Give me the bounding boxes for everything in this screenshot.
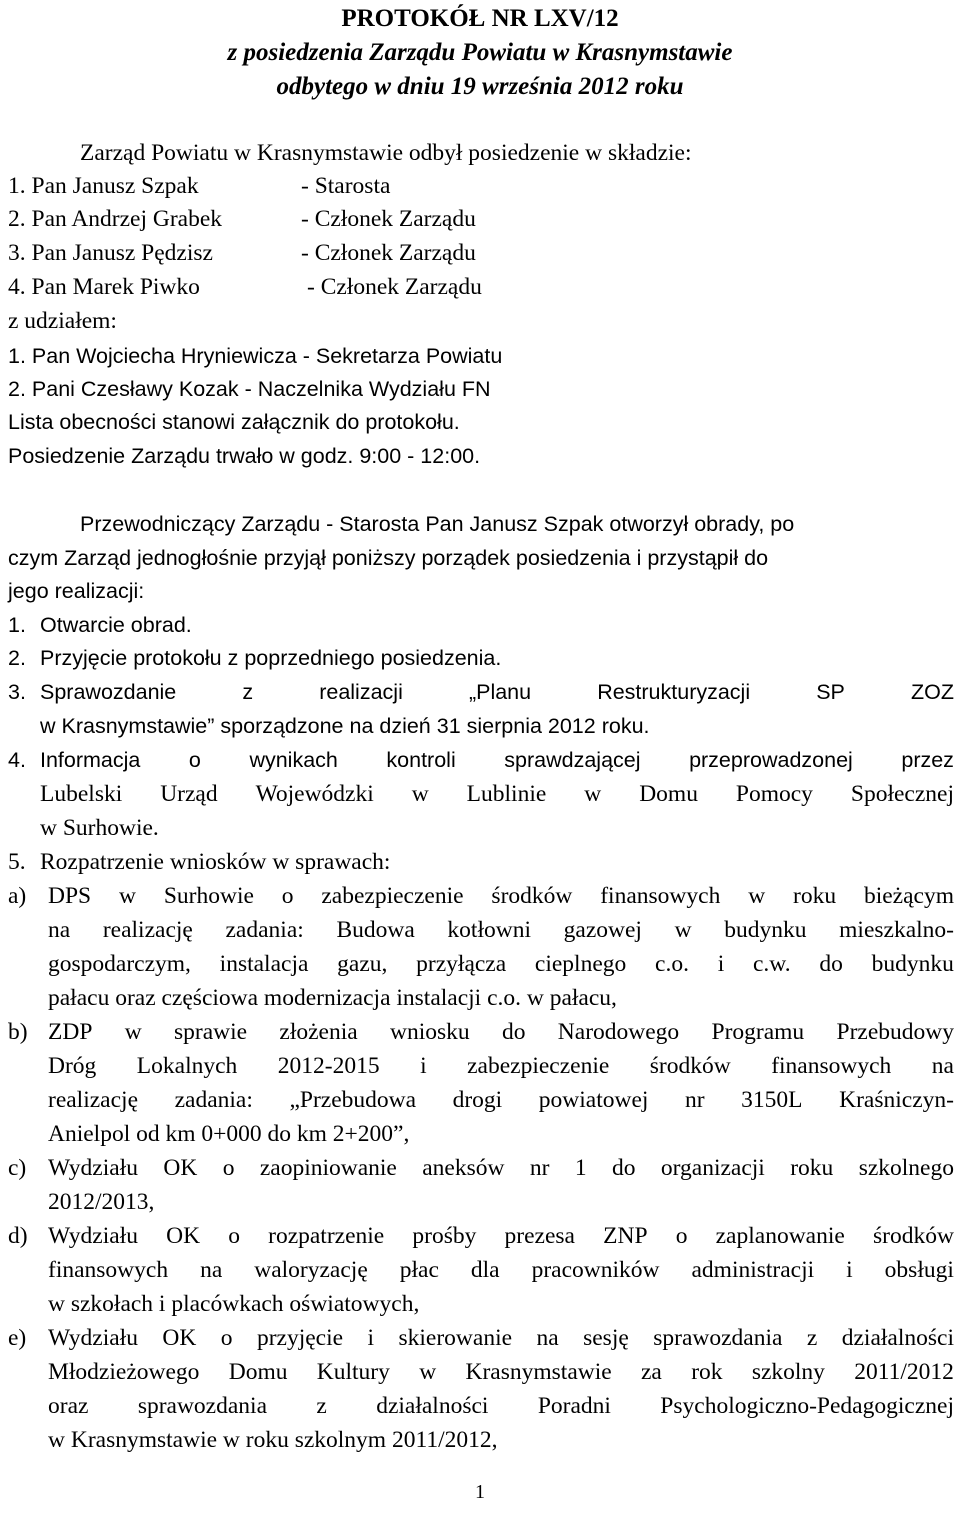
sub-item-text (48, 1255, 954, 1285)
sub-item-text (48, 1391, 954, 1421)
sub-item-letter: d) (8, 1223, 28, 1249)
word: Wydziału (48, 1325, 138, 1351)
agenda-item-continuation: w Surhowie. (40, 815, 159, 841)
word: o (675, 1223, 688, 1249)
word: kontroli (386, 748, 456, 772)
word: prośby (412, 1223, 477, 1249)
word: finansowych (600, 883, 721, 909)
word: z (806, 1325, 818, 1351)
word: Młodzieżowego (48, 1359, 200, 1385)
word: c.w. (753, 951, 791, 977)
agenda-number: 1. (8, 613, 26, 637)
word: Krasnymstawie (465, 1359, 612, 1385)
word: Psychologiczno-Pedagogicznej (660, 1393, 954, 1419)
sub-item-text (48, 949, 954, 979)
word: na (200, 1257, 223, 1283)
word: środków (491, 883, 573, 909)
word: budynku (724, 917, 807, 943)
sub-item-text (48, 1357, 954, 1387)
word: gospodarczym, (48, 951, 191, 977)
word: OK (162, 1325, 197, 1351)
with-label: z udziałem: (8, 308, 117, 334)
word: Społecznej (850, 781, 954, 807)
word: działalności (376, 1393, 489, 1419)
word: mieszkalno- (839, 917, 954, 943)
word: szkolnego (858, 1155, 954, 1181)
sub-item-text: w Krasnymstawie w roku szkolnym 2011/2012, (48, 1427, 498, 1453)
word: w (674, 917, 692, 943)
document-date: odbytego w dniu 19 września 2012 roku (276, 73, 684, 100)
word: w (411, 781, 429, 807)
word: zadania: (225, 917, 304, 943)
member-role: - Członek Zarządu (301, 240, 476, 266)
word: działalności (841, 1325, 954, 1351)
agenda-item: Otwarcie obrad. (40, 613, 192, 637)
meeting-duration: Posiedzenie Zarządu trwało w godz. 9:00 - 12:00. (8, 444, 481, 468)
word: zaopiniowanie (259, 1155, 397, 1181)
word: Lublinie (466, 781, 547, 807)
word: sprawdzającej (504, 748, 641, 772)
word: i (717, 951, 725, 977)
word: sprawie (174, 1019, 248, 1045)
word: prezesa (504, 1223, 575, 1249)
word: o (188, 748, 201, 772)
word: 3150L (741, 1087, 803, 1113)
word: nr (685, 1087, 705, 1113)
word: realizację (102, 917, 193, 943)
word: dla (470, 1257, 500, 1283)
word: 1 (574, 1155, 587, 1181)
agenda-item (40, 745, 954, 775)
word: oraz (48, 1393, 89, 1419)
agenda-item-continuation (40, 779, 954, 809)
word: ZNP (603, 1223, 648, 1249)
sub-item-text (48, 915, 954, 945)
word: środków (649, 1053, 731, 1079)
word: sesję (583, 1325, 629, 1351)
agenda-item: Przyjęcie protokołu z poprzedniego posiedzenia. (40, 646, 502, 670)
word: i (846, 1257, 853, 1283)
word: gazowej (563, 917, 642, 943)
word: sprawozdania (137, 1393, 268, 1419)
word: budynku (871, 951, 954, 977)
sub-item-text: pałacu oraz częściowa modernizacja instalacji c.o. w pałacu, (48, 985, 617, 1011)
word: Urząd (160, 781, 218, 807)
member-role: - Członek Zarządu (307, 274, 482, 300)
word: cieplnego (534, 951, 627, 977)
sub-item-text (48, 1221, 954, 1251)
word: finansowych (48, 1257, 169, 1283)
word: Dróg (48, 1053, 97, 1079)
word: na (536, 1325, 559, 1351)
word: „Przebudowa (289, 1087, 417, 1113)
word: do (501, 1019, 526, 1045)
page-number: 1 (475, 1481, 485, 1503)
word: c.o. (655, 951, 689, 977)
word: w (118, 883, 136, 909)
word: Sprawozdanie (40, 680, 177, 704)
word: zabezpieczenie (321, 883, 464, 909)
sub-item-text (48, 1085, 954, 1115)
opening-line: Przewodniczący Zarządu - Starosta Pan Janusz Szpak otworzył obrady, po (80, 512, 795, 536)
word: Wydziału (48, 1223, 138, 1249)
member-name: 4. Pan Marek Piwko (8, 274, 200, 300)
member-role: - Starosta (301, 173, 391, 199)
word: przyłącza (416, 951, 507, 977)
document-subtitle: z posiedzenia Zarządu Powiatu w Krasnymstawie (227, 39, 733, 66)
word: do (819, 951, 843, 977)
word: „Planu (468, 680, 532, 704)
agenda-item-continuation: w Krasnymstawie” sporządzone na dzień 31 sierpnia 2012 roku. (40, 714, 650, 738)
member-role: - Członek Zarządu (301, 206, 476, 232)
word: i (420, 1053, 427, 1079)
word: szkolny (751, 1359, 825, 1385)
word: obsługi (884, 1257, 954, 1283)
word: o (281, 883, 294, 909)
word: środków (872, 1223, 954, 1249)
word: roku (790, 1155, 834, 1181)
word: rok (691, 1359, 723, 1385)
word: Poradni (537, 1393, 611, 1419)
attendance-intro: Zarząd Powiatu w Krasnymstawie odbył posiedzenie w składzie: (80, 140, 692, 166)
word: Domu (639, 781, 698, 807)
sub-item-text (48, 881, 954, 911)
member-name: 1. Pan Janusz Szpak (8, 173, 199, 199)
sub-item-letter: b) (8, 1019, 28, 1045)
sub-item-letter: a) (8, 883, 27, 909)
guest-line: 2. Pani Czesławy Kozak - Naczelnika Wydziału FN (8, 377, 491, 401)
word: na (931, 1053, 954, 1079)
word: OK (163, 1155, 198, 1181)
word: aneksów (422, 1155, 505, 1181)
word: roku (793, 883, 837, 909)
word: Kultury (316, 1359, 390, 1385)
agenda-number: 2. (8, 646, 26, 670)
word: DPS (48, 883, 92, 909)
word: gazu, (337, 951, 388, 977)
sub-item-text (48, 1323, 954, 1353)
word: drogi (452, 1087, 503, 1113)
word: w (584, 781, 602, 807)
sub-item-text: w szkołach i placówkach oświatowych, (48, 1291, 420, 1317)
word: Lokalnych (136, 1053, 238, 1079)
word: Lubelski (40, 781, 123, 807)
sub-item-text: 2012/2013, (48, 1189, 155, 1215)
document-title: PROTOKÓŁ NR LXV/12 (341, 5, 619, 32)
word: Restrukturyzacji (597, 680, 751, 704)
member-name: 3. Pan Janusz Pędzisz (8, 240, 213, 266)
word: zadania: (174, 1087, 253, 1113)
word: zaplanowanie (715, 1223, 845, 1249)
word: o (220, 1325, 233, 1351)
word: administracji (691, 1257, 815, 1283)
word: SP (816, 680, 845, 704)
word: Programu (711, 1019, 805, 1045)
word: w (124, 1019, 142, 1045)
word: Narodowego (557, 1019, 680, 1045)
word: Informacja (40, 748, 141, 772)
word: ZOZ (911, 680, 954, 704)
attendance-note: Lista obecności stanowi załącznik do protokołu. (8, 410, 460, 434)
agenda-number: 3. (8, 680, 26, 704)
word: wynikach (249, 748, 338, 772)
agenda-item: Rozpatrzenie wniosków w sprawach: (40, 849, 391, 875)
agenda-item (40, 677, 954, 707)
member-name: 2. Pan Andrzej Grabek (8, 206, 223, 232)
word: nr (529, 1155, 550, 1181)
word: o (228, 1223, 240, 1249)
word: realizacji (319, 680, 403, 704)
word: Pomocy (735, 781, 813, 807)
word: Przebudowy (836, 1019, 954, 1045)
word: Kraśniczyn- (839, 1087, 954, 1113)
word: OK (166, 1223, 201, 1249)
word: ZDP (48, 1019, 93, 1045)
word: skierowanie (398, 1325, 513, 1351)
word: pracowników (531, 1257, 660, 1283)
opening-line: jego realizacji: (8, 579, 145, 603)
word: i (367, 1325, 375, 1351)
word: realizację (48, 1087, 138, 1113)
word: o (222, 1155, 235, 1181)
sub-item-text (48, 1153, 954, 1183)
word: sprawozdania (653, 1325, 783, 1351)
word: Surhowie (163, 883, 254, 909)
word: na (48, 917, 71, 943)
word: z (242, 680, 254, 704)
word: Wojewódzki (255, 781, 374, 807)
word: finansowych (771, 1053, 892, 1079)
word: rozpatrzenie (268, 1223, 385, 1249)
word: przeprowadzonej (689, 748, 853, 772)
word: waloryzację (254, 1257, 368, 1283)
word: wniosku (390, 1019, 470, 1045)
word: 2012-2015 (277, 1053, 380, 1079)
word: organizacji (660, 1155, 765, 1181)
agenda-number: 4. (8, 748, 26, 772)
word: złożenia (279, 1019, 358, 1045)
guest-line: 1. Pan Wojciecha Hryniewicza - Sekretarza Powiatu (8, 344, 503, 368)
sub-item-letter: e) (8, 1325, 27, 1351)
word: powiatowej (538, 1087, 649, 1113)
word: kotłowni (447, 917, 531, 943)
word: za (641, 1359, 662, 1385)
word: w (419, 1359, 437, 1385)
sub-item-text (48, 1051, 954, 1081)
sub-item-letter: c) (8, 1155, 27, 1181)
sub-item-text: Anielpol od km 0+000 do km 2+200”, (48, 1121, 410, 1147)
word: przyjęcie (256, 1325, 344, 1351)
word: płac (399, 1257, 439, 1283)
word: Domu (228, 1359, 288, 1385)
word: 2011/2012 (854, 1359, 954, 1385)
word: Wydziału (48, 1155, 138, 1181)
word: z (316, 1393, 327, 1419)
word: instalacja (219, 951, 309, 977)
word: Budowa (336, 917, 415, 943)
word: w (748, 883, 766, 909)
word: bieżącym (863, 883, 954, 909)
word: przez (901, 748, 954, 772)
word: do (611, 1155, 636, 1181)
opening-line: czym Zarząd jednogłośnie przyjął poniższy porządek posiedzenia i przystąpił do (8, 546, 769, 570)
agenda-number: 5. (8, 849, 26, 875)
word: zabezpieczenie (467, 1053, 610, 1079)
sub-item-text (48, 1017, 954, 1047)
